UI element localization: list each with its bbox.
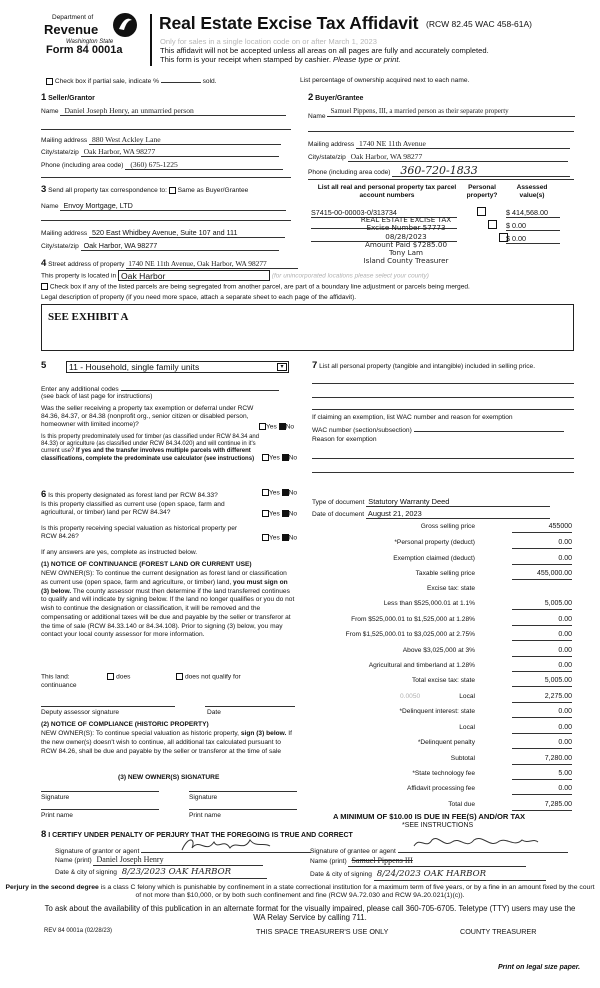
calc-value[interactable]: 7,285.00 xyxy=(512,801,572,811)
calc-value[interactable]: 0.00 xyxy=(512,555,572,565)
form-rcw: (RCW 82.45 WAC 458-61A) xyxy=(426,19,532,29)
treasurer-stamp xyxy=(344,216,468,266)
calc-value[interactable]: 0.00 xyxy=(512,539,572,549)
dor-emblem-icon xyxy=(112,12,138,38)
calc-value[interactable]: 0.00 xyxy=(512,616,572,626)
new-owner-signature-title: (3) NEW OWNER(S) SIGNATURE xyxy=(118,774,220,781)
segregated-row: Check box if any of the listed parcels are being segregated from another parcel, are part of a boundary line adjustment or parcels being merged. xyxy=(41,283,600,291)
form-number: Form 84 0001a xyxy=(46,44,123,56)
grantor-date-field[interactable]: 8/23/2023 OAK HARBOR xyxy=(119,867,267,879)
claim-exemption-label: If claiming an exemption, list WAC number and reason for exemption xyxy=(312,414,513,421)
wac-number-field[interactable] xyxy=(414,425,564,432)
land-use-select-value: 11 - Household, single family units xyxy=(69,362,200,372)
timber-no-checkbox[interactable] xyxy=(282,454,289,461)
tax-corr-mail-row: Mailing address 520 East Whidbey Avenue, Suite 107 and 111 xyxy=(41,228,285,238)
partial-sale-checkbox[interactable] xyxy=(46,78,53,85)
timber-yes-checkbox[interactable] xyxy=(262,454,269,461)
stamp-line-name: Tony Lam xyxy=(388,248,424,258)
dept-line2: Revenue xyxy=(44,22,99,37)
historic-yes-checkbox[interactable] xyxy=(262,534,269,541)
dept-line3: Washington State xyxy=(66,39,114,45)
buyer-mail-row: Mailing address 1740 NE 11th Avenue xyxy=(308,139,570,149)
perjury-notice: Perjury in the second degree is a class C felony which is punishable by confinement in a state correctional institution for a maximum term of five years, or by a fine in an amount fixed by the court of not more than $10,000, or by both such confinement and fine (RCW 9A.72.030 and RCW 9A.20.021(1)(c)). xyxy=(5,884,595,900)
dept-line1: Department of xyxy=(52,14,94,21)
buyer-phone-row: Phone (including area code) 360-720-1833 xyxy=(308,165,570,177)
historic-no-checkbox[interactable] xyxy=(282,534,289,541)
header-note-single-location: Only for sales in a single location code on or after March 1, 2023 xyxy=(160,37,377,46)
parcels-col-personal: Personal property? xyxy=(466,184,498,200)
exemption-answer: Yes No xyxy=(259,423,294,431)
exemption-yes-checkbox[interactable] xyxy=(259,423,266,430)
legal-description-field[interactable] xyxy=(41,304,574,351)
calc-value[interactable]: 0.00 xyxy=(512,785,572,795)
calc-value[interactable]: 0.00 xyxy=(512,724,572,734)
doc-type-field[interactable]: Statutory Warranty Deed xyxy=(366,497,550,507)
land-does-checkbox[interactable] xyxy=(107,673,114,680)
form-revision: REV 84 0001a (02/28/23) xyxy=(44,928,113,934)
form-title: Real Estate Excise Tax Affidavit xyxy=(159,13,419,33)
doc-date-field[interactable]: August 21, 2023 xyxy=(366,509,550,519)
street-address-field[interactable]: 1740 NE 11th Avenue, Oak Harbor, WA 98277 xyxy=(126,259,298,269)
any-yes-note: If any answers are yes, complete as instructed below. xyxy=(41,549,198,556)
additional-codes-row: Enter any additional codes xyxy=(41,384,279,394)
tax-corr-mail-field[interactable]: 520 East Whidbey Avenue, Suite 107 and 111 xyxy=(89,228,285,238)
header-note-completion: This affidavit will not be accepted unless all areas on all pages are fully and accurately completed. xyxy=(160,46,489,55)
seller-mail-row: Mailing address 880 West Ackley Lane xyxy=(41,135,281,145)
parcel-value-3[interactable]: $ 0.00 xyxy=(506,234,560,244)
tax-corr-name-field[interactable]: Envoy Mortgage, LTD xyxy=(60,201,286,211)
buyer-name-row: Name Samuel Pippens, III, a married person as their separate property xyxy=(308,107,578,117)
exemption-no-checkbox[interactable] xyxy=(279,423,286,430)
seller-name-field[interactable]: Daniel Joseph Henry, an unmarried person xyxy=(60,106,286,116)
seller-city-field[interactable]: Oak Harbor, WA 98277 xyxy=(81,147,279,157)
tax-corr-city-field[interactable]: Oak Harbor, WA 98277 xyxy=(81,241,279,251)
partial-sale-row: Check box if partial sale, indicate % sold. xyxy=(46,76,217,86)
parcel-value-2[interactable]: $ 0.00 xyxy=(506,221,560,231)
seller-phone-row: Phone (including area code) (360) 675-1225 xyxy=(41,160,283,170)
notice-continuance-text: NEW OWNER(S): To continue the current designation as forest land or classification as current use (open space, farm and agriculture, or timber) land, you must sign on (3) below. The county assessor must then determine if the land transferred continues to qualify and will indicate by signing below. If the land no longer qualifies or you do not wish to continue the designation or classification, it will be removed and the compensating or additional taxes will be due and payable by the seller or transferor at the time of sale (RCW 84.33.140 or 84.34.108). Prior to signing (3) below, you may contact your local county assessor for more information. xyxy=(41,570,295,639)
see-instructions: *SEE INSTRUCTIONS xyxy=(402,822,474,829)
grantor-signature-row: Signature of grantor or agent xyxy=(55,843,311,856)
notice-compliance-title: (2) NOTICE OF COMPLIANCE (HISTORIC PROPERTY) xyxy=(41,721,209,728)
buyer-city-field[interactable]: Oak Harbor, WA 98277 xyxy=(348,152,568,162)
buyer-name-field[interactable]: Samuel Pippens, III, a married person as their separate property xyxy=(327,107,575,117)
header-note-receipt: This form is your receipt when stamped by cashier. Please type or print. xyxy=(160,55,401,64)
reason-exemption-label: Reason for exemption xyxy=(312,436,377,443)
calc-value[interactable]: 455000 xyxy=(512,523,572,533)
parcel-value-1[interactable]: $ 414,568.00 xyxy=(506,208,560,218)
forest-yes-checkbox[interactable] xyxy=(262,489,269,496)
local-rate: 0.0050 xyxy=(400,693,421,700)
buyer-heading: 2 Buyer/Grantee xyxy=(308,92,364,103)
wac-number-row: WAC number (section/subsection) xyxy=(312,425,564,435)
chevron-down-icon[interactable]: ▾ xyxy=(277,363,287,371)
alt-format-notice: To ask about the availability of this publication in an alternate format for the visually impaired, please call 360-705-6705. Teletype (TTY) users may use the WA Relay Service by calling 711. xyxy=(44,904,576,923)
street-row: 4 Street address of property 1740 NE 11th Avenue, Oak Harbor, WA 98277 xyxy=(41,258,298,270)
grantee-date-field[interactable]: 8/24/2023 OAK HARBOR xyxy=(374,869,546,881)
stamp-line-title: REAL ESTATE EXCISE TAX xyxy=(360,215,452,224)
personal-property-label: 7 List all personal property (tangible and intangible) included in selling price. xyxy=(312,360,536,371)
buyer-phone-field[interactable]: 360-720-1833 xyxy=(392,165,570,177)
historic-question: Is this property receiving special valuation as historical property per RCW 84.26? xyxy=(41,525,238,541)
seller-phone-field[interactable]: (360) 675-1225 xyxy=(125,160,283,170)
assessor-signature-label: Deputy assessor signature xyxy=(41,709,120,716)
notice-continuance-title: (1) NOTICE OF CONTINUANCE (FOREST LAND OR CURRENT USE) xyxy=(41,561,252,568)
doc-type-row: Type of document Statutory Warranty Deed xyxy=(312,497,550,507)
seller-heading: 1 Seller/Grantor xyxy=(41,92,95,103)
notice-compliance-text: NEW OWNER(S): To continue special valuation as historic property, sign (3) below. If the new owner(s) doesn't wish to continue, all additional tax calculated pursuant to RCW 84.26, shall be due and payable by the seller or transferor at the time of sale xyxy=(41,730,292,755)
tax-corr-city-row: City/state/zip Oak Harbor, WA 98277 xyxy=(41,241,279,251)
grantor-name-field[interactable]: Daniel Joseph Henry xyxy=(93,855,263,866)
continuance-label: continuance xyxy=(41,682,77,689)
codes-note: (see back of last page for instructions) xyxy=(41,393,153,400)
calc-value[interactable]: 5.00 xyxy=(512,770,572,780)
forest-question: 6 Is this property designated as forest land per RCW 84.33? xyxy=(41,489,218,500)
parcels-col-accounts: List all real and personal property tax parcel account numbers xyxy=(317,184,457,200)
county-treasurer: COUNTY TREASURER xyxy=(460,927,537,936)
calc-value[interactable]: 0.00 xyxy=(512,739,572,749)
calc-value[interactable]: 0.00 xyxy=(512,647,572,657)
historic-answer: Yes No xyxy=(262,534,297,542)
new-owner-signature-2[interactable]: Signature xyxy=(189,794,218,801)
current-use-yes-checkbox[interactable] xyxy=(262,510,269,517)
grantee-date-row: Date & city of signing 8/24/2023 OAK HARBOR xyxy=(310,869,546,881)
land-use-select[interactable] xyxy=(66,361,289,373)
calc-value[interactable]: 455,000.00 xyxy=(512,570,572,580)
grantor-name-row: Name (print) Daniel Joseph Henry xyxy=(55,855,263,866)
assessor-date-label: Date xyxy=(207,709,221,716)
location-hint: (for unincorporated locations please select your county) xyxy=(271,272,429,280)
treasurer-use-only: THIS SPACE TREASURER'S USE ONLY xyxy=(256,927,389,936)
legal-description-label: Legal description of property (if you need more space, attach a separate sheet to each page of the affidavit). xyxy=(41,294,357,301)
section5-num: 5 xyxy=(41,360,47,371)
located-row: This property is located in Oak Harbor (for unincorporated locations please select your county) xyxy=(41,271,429,281)
land-does-not-checkbox[interactable] xyxy=(176,673,183,680)
calc-value[interactable]: 0.00 xyxy=(512,662,572,672)
certify-heading: 8 I CERTIFY UNDER PENALTY OF PERJURY THAT THE FOREGOING IS TRUE AND CORRECT xyxy=(41,829,353,840)
exemption-question: Was the seller receiving a property tax exemption or deferral under RCW 84.36, 84.37, or 84.38 (nonprofit org., senior citizen or disabled person, homeowner with limited income)? xyxy=(41,405,254,429)
calc-value[interactable]: 0.00 xyxy=(512,708,572,718)
calc-value[interactable]: 0.00 xyxy=(512,631,572,641)
seller-city-row: City/state/zip Oak Harbor, WA 98277 xyxy=(41,147,279,157)
seller-name-row: Name Daniel Joseph Henry, an unmarried person xyxy=(41,106,291,116)
buyer-city-row: City/state/zip Oak Harbor, WA 98277 xyxy=(308,152,568,162)
stamp-line-date: 08/28/2023 xyxy=(385,231,427,241)
partial-sale-percent-field[interactable] xyxy=(161,76,201,83)
grantee-name-row: Name (print) Samuel Pippens III xyxy=(310,856,526,867)
parcel-account-1[interactable]: S7415-00-00003-0/313734 xyxy=(311,208,457,218)
new-owner-signature-1[interactable]: Signature xyxy=(41,794,70,801)
this-land-row: This land: does does not qualify for xyxy=(41,673,241,681)
ownership-note: List percentage of ownership acquired next to each name. xyxy=(300,77,470,84)
grantor-date-row: Date & city of signing 8/23/2023 OAK HARBOR xyxy=(55,867,267,879)
grantee-signature-row: Signature of grantee or agent xyxy=(310,843,568,856)
tax-corr-heading: 3 Send all property tax correspondence to: Same as Buyer/Grantee xyxy=(41,184,249,195)
timber-question: Is this property predominately used for timber (as classified under RCW 84.34 and 84.33) or agriculture (as classified under RCW 84.34.020) and will continue in it's current use? If yes and the transfer involves multiple parcels with different classifications, complete the predominate use calculator (see instructions) xyxy=(41,434,260,462)
current-use-answer: Yes No xyxy=(262,510,297,518)
segregated-checkbox[interactable] xyxy=(41,283,48,290)
calc-value[interactable]: 5,005.00 xyxy=(512,677,572,687)
parcel-personal-checkbox-1[interactable] xyxy=(477,207,486,216)
doc-date-row: Date of document August 21, 2023 xyxy=(312,509,550,519)
new-owner-print-name-1[interactable]: Print name xyxy=(41,812,73,819)
legal-size-note: Print on legal size paper. xyxy=(498,964,581,971)
legal-description-value: SEE EXHIBIT A xyxy=(48,311,129,323)
forest-no-checkbox[interactable] xyxy=(282,489,289,496)
current-use-no-checkbox[interactable] xyxy=(282,510,289,517)
same-as-buyer-checkbox[interactable] xyxy=(169,187,176,194)
minimum-note: A MINIMUM OF $10.00 IS DUE IN FEE(S) AND/OR TAX xyxy=(333,812,526,821)
location-select[interactable]: Oak Harbor xyxy=(118,270,270,281)
additional-codes-field[interactable] xyxy=(121,384,279,391)
current-use-question: Is this property classified as current use (open space, farm and agricultural, or timber) land per RCW 84.34? xyxy=(41,501,225,517)
forest-answer: Yes No xyxy=(262,489,297,497)
grantee-name-field[interactable]: Samuel Pippens III xyxy=(348,856,526,867)
stamp-line-office: Island County Treasurer xyxy=(363,256,449,266)
tax-corr-name-row: Name Envoy Mortgage, LTD xyxy=(41,201,286,211)
parcels-col-assessed: Assessed value(s) xyxy=(516,184,548,200)
seller-mail-field[interactable]: 880 West Ackley Lane xyxy=(89,135,281,145)
timber-answer: Yes No xyxy=(262,454,297,462)
grantee-signature-scribble xyxy=(410,832,540,854)
stamp-line-amount: Amount Paid $7285.00 xyxy=(364,239,448,249)
parcel-personal-checkbox-2[interactable] xyxy=(488,220,497,229)
calc-value[interactable]: 2,275.00 xyxy=(512,693,572,703)
stamp-line-excise: Excise Number 57773 xyxy=(366,223,446,233)
buyer-mail-field[interactable]: 1740 NE 11th Avenue xyxy=(356,139,570,149)
calc-value[interactable]: 7,280.00 xyxy=(512,755,572,765)
calc-value[interactable]: 5,005.00 xyxy=(512,600,572,610)
new-owner-print-name-2[interactable]: Print name xyxy=(189,812,221,819)
